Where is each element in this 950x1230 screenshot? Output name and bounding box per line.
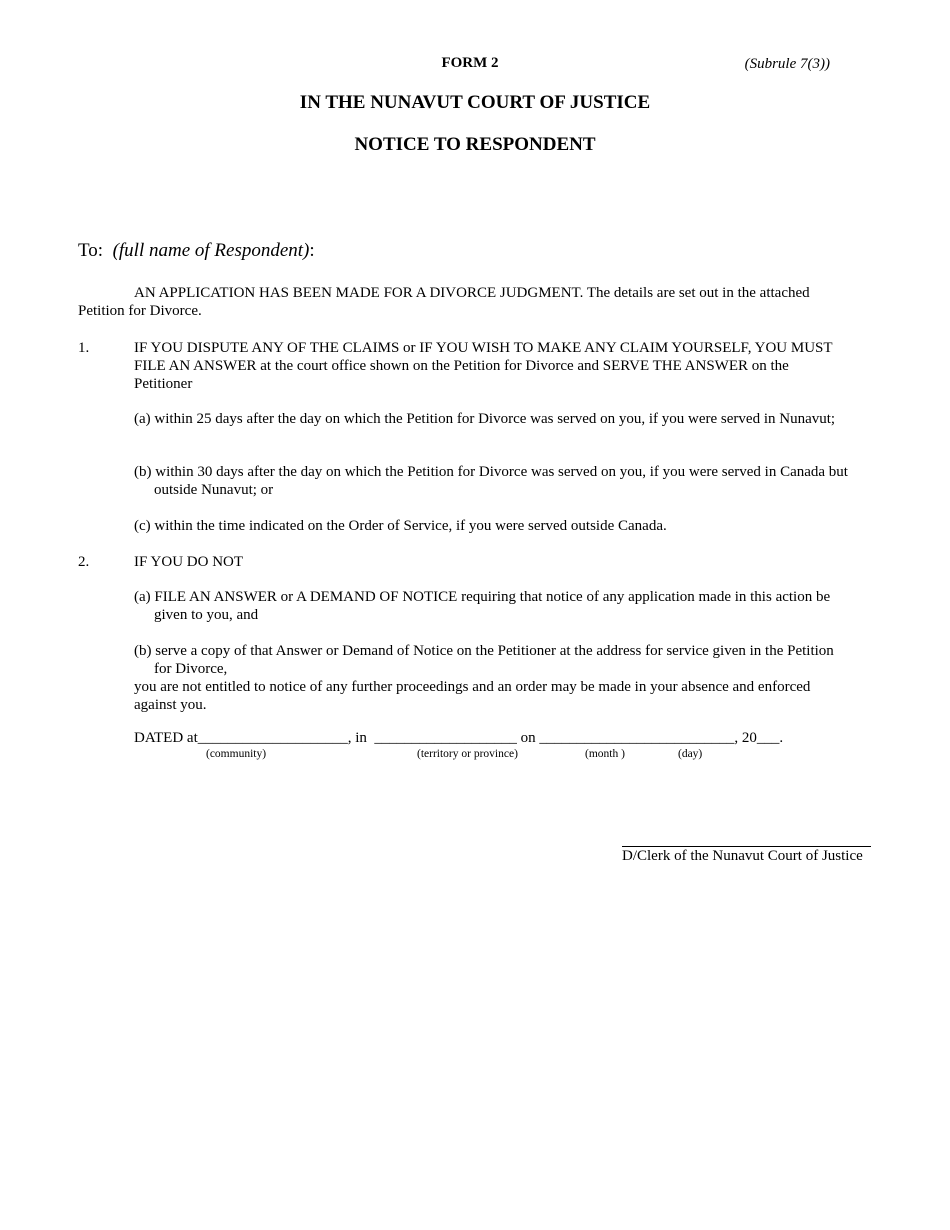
addressee-prefix: To: <box>78 240 104 261</box>
section-1-item-c: (c) within the time indicated on the Order of Service, if you were served outside Canada. <box>134 518 667 534</box>
form-number: FORM 2 <box>441 55 499 71</box>
caption-community: (community) <box>206 748 267 760</box>
dated-line: DATED at____________________, in ___________________ on __________________________, 20___. <box>134 730 784 746</box>
section-1-text: IF YOU DISPUTE ANY OF THE CLAIMS or IF YOU WISH TO MAKE ANY CLAIM YOURSELF, YOU MUST FILE AN ANSWER at the court office shown on the Petition for Divorce and SERVE THE ANSWER on the Petitioner <box>134 340 833 392</box>
section-1-number: 1. <box>78 340 90 356</box>
signature-label: D/Clerk of the Nunavut Court of Justice <box>622 848 863 864</box>
addressee-suffix: : <box>309 240 315 261</box>
section-1-item-b: (b) within 30 days after the day on which the Petition for Divorce was served on you, if you were served in Canada but outside Nunavut; or <box>134 464 848 498</box>
caption-territory: (territory or province) <box>417 748 518 760</box>
caption-month: (month ) <box>585 748 625 760</box>
section-2-item-a: (a) FILE AN ANSWER or A DEMAND OF NOTICE requiring that notice of any application made in this action be given to you, and <box>134 589 831 623</box>
section-2-number: 2. <box>78 554 90 570</box>
notice-title: NOTICE TO RESPONDENT <box>354 134 596 155</box>
addressee-line <box>78 240 315 262</box>
signature-line <box>622 846 871 847</box>
section-1-item-a: (a) within 25 days after the day on which the Petition for Divorce was served on you, if you were served in Nunavut; <box>134 411 836 427</box>
court-name: IN THE NUNAVUT COURT OF JUSTICE <box>299 92 651 113</box>
subrule-reference: (Subrule 7(3)) <box>744 56 830 72</box>
intro-paragraph: AN APPLICATION HAS BEEN MADE FOR A DIVORCE JUDGMENT. The details are set out in the attached Petition for Divorce. <box>78 285 810 319</box>
respondent-name-placeholder: (full name of Respondent) <box>112 240 310 261</box>
section-2-item-b: (b) serve a copy of that Answer or Demand of Notice on the Petitioner at the address for service given in the Petition for Divorce, <box>134 643 834 677</box>
section-2-text: IF YOU DO NOT <box>134 554 244 570</box>
section-2-consequence: you are not entitled to notice of any further proceedings and an order may be made in your absence and enforced against you. <box>134 679 811 713</box>
caption-day: (day) <box>678 748 703 760</box>
